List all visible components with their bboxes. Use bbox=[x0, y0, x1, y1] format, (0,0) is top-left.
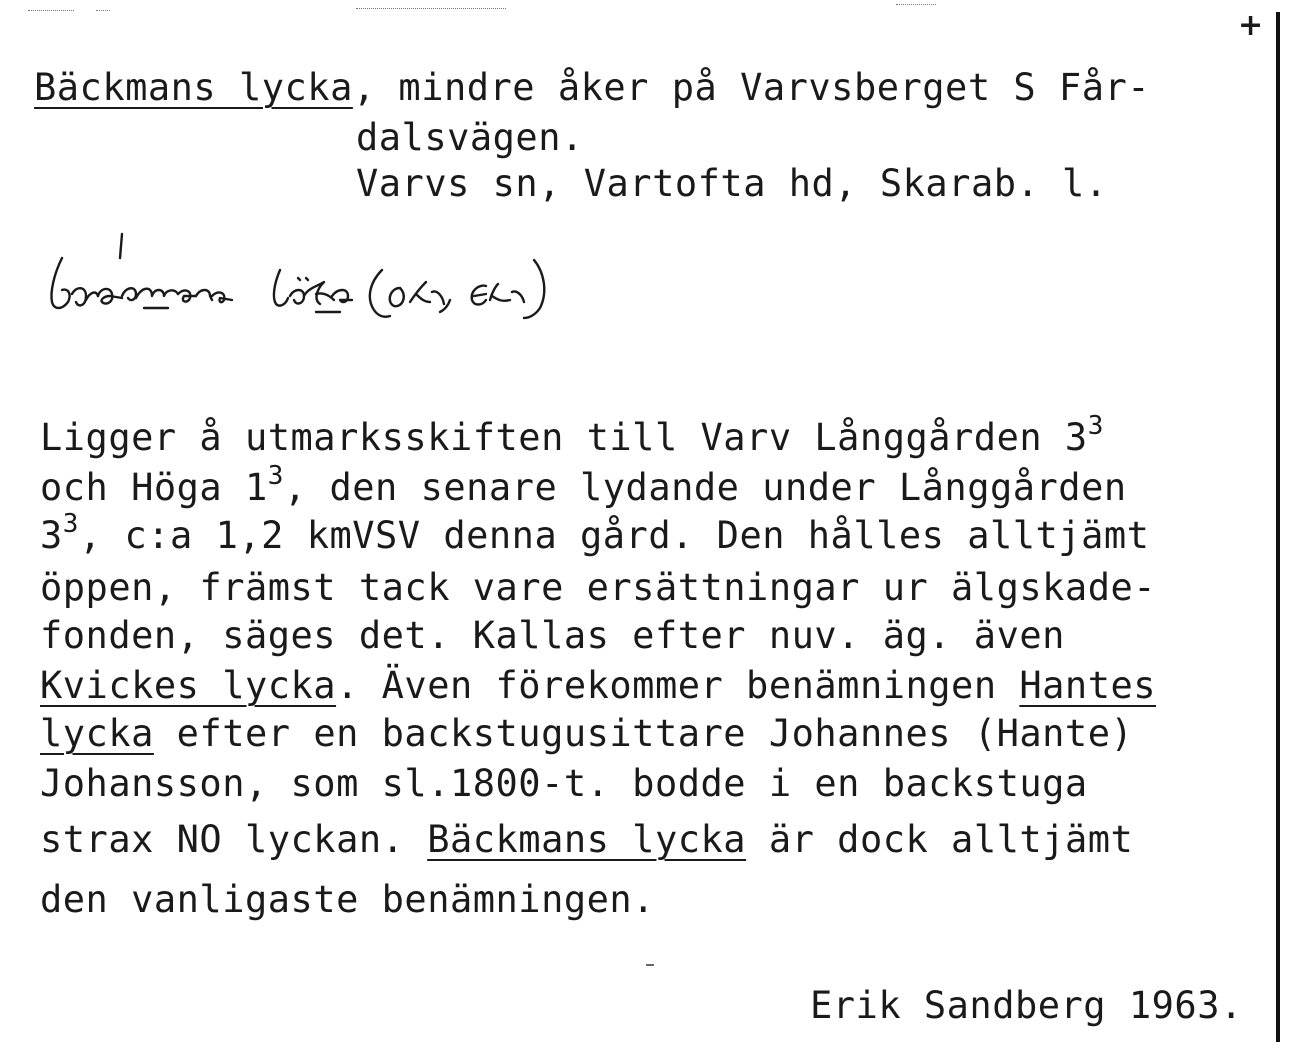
header-line-3: Varvs sn, Vartofta hd, Skarab. l. bbox=[356, 162, 1108, 205]
body-line-9: strax NO lyckan. Bäckmans lycka är dock alltjämt bbox=[40, 818, 1134, 861]
right-border-line bbox=[1276, 12, 1280, 1042]
top-dotted-mark bbox=[896, 4, 936, 6]
body-line-10: den vanligaste benämningen. bbox=[40, 878, 655, 921]
top-dotted-mark bbox=[96, 10, 110, 12]
body-line-1: Ligger å utmarksskiften till Varv Långgården $3^3$ bbox=[40, 411, 1104, 459]
header-description: , mindre åker på Varvsberget S Får- bbox=[352, 66, 1151, 109]
alt-name-hantes: Hantes bbox=[1019, 664, 1157, 707]
header-line-2: dalsvägen. bbox=[356, 116, 584, 159]
handwritten-pronunciation bbox=[40, 230, 940, 340]
signature: Erik Sandberg 1963. bbox=[810, 984, 1243, 1027]
body-line-3: $3^3$, c:a 1,2 kmVSV denna gård. Den hålles alltjämt bbox=[40, 509, 1150, 557]
top-dotted-mark bbox=[28, 10, 74, 12]
body-line-7: lycka efter en backstugusittare Johannes (Hante) bbox=[40, 712, 1134, 755]
body-line-4: öppen, främst tack vare ersättningar ur älgskade- bbox=[40, 566, 1157, 609]
top-dotted-mark bbox=[356, 8, 506, 10]
place-name: Bäckmans lycka bbox=[34, 66, 353, 109]
small-mark bbox=[646, 964, 654, 967]
alt-name-kvickes: Kvickes lycka bbox=[40, 664, 337, 707]
corner-plus-mark: + bbox=[1238, 8, 1264, 43]
body-line-8: Johansson, som sl.1800-t. bodde i en backstuga bbox=[40, 762, 1088, 805]
header-line-1 bbox=[34, 66, 1150, 109]
place-name-repeat: Bäckmans lycka bbox=[427, 818, 747, 861]
alt-name-hantes-cont: lycka bbox=[40, 712, 154, 755]
body-line-2: och Höga $1^3$, den senare lydande under Långgården bbox=[40, 461, 1127, 509]
body-line-5: fonden, säges det. Kallas efter nuv. äg. även bbox=[40, 614, 1065, 657]
body-line-6: Kvickes lycka. Även förekommer benämningen Hantes bbox=[40, 664, 1157, 707]
